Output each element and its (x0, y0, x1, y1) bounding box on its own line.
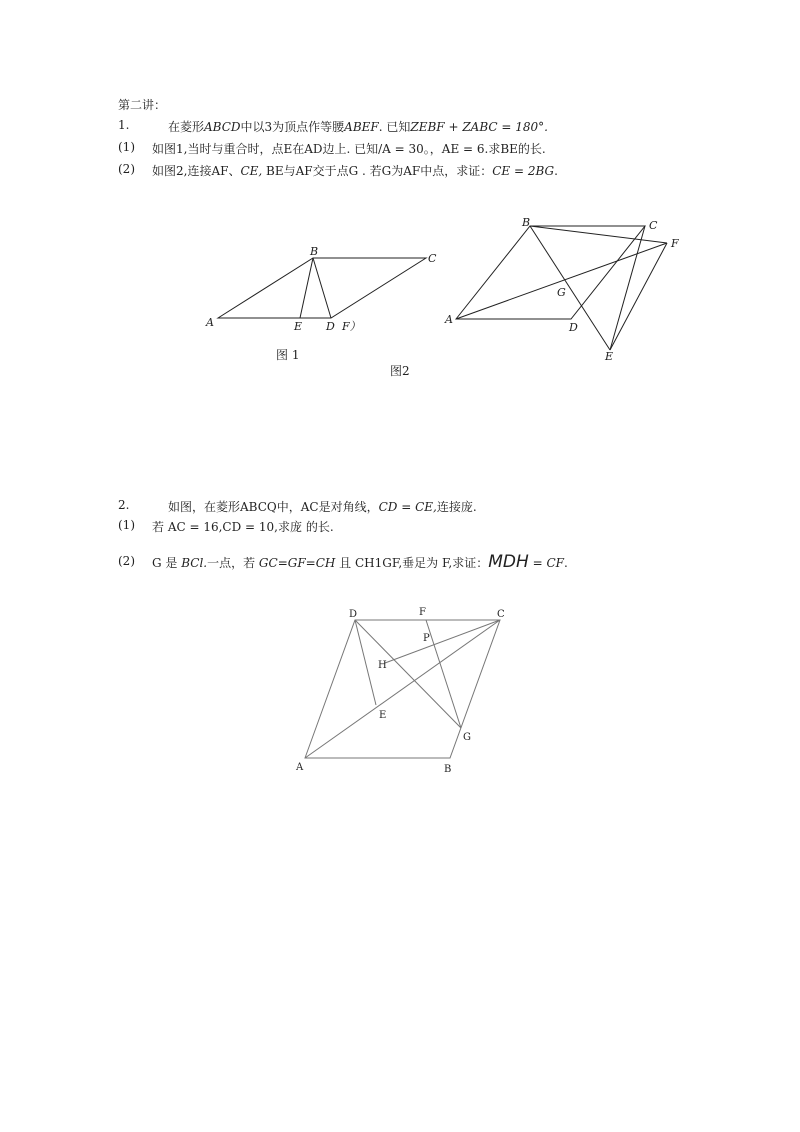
section-title: 第二讲： (118, 98, 167, 112)
problem1-part2-label: (2) (118, 162, 135, 176)
problem1-part1-text: 如图1,当时与重合时，点E在AD边上. 已知/A = 30。，AE = 6.求BE的长. (152, 142, 546, 156)
fig1-label-E: E (294, 320, 303, 333)
problem1-part1-label: (1) (118, 140, 135, 154)
fig3-line-DE (355, 620, 376, 705)
fig2-label-D: D (569, 321, 578, 334)
problem2-number: 2. (118, 498, 130, 512)
problem2-part2-text: G 是 BCl.一点，若 GC=GF=CH 且 CH1GF,垂足为 F,求证：MDH = CF. (152, 552, 568, 572)
fig2-label-C: C (649, 219, 658, 232)
problem2-stem: 如图，在菱形ABCQ中，AC是对角线，CD = CE,连接庞. (168, 500, 477, 514)
fig2-line-CE (610, 226, 645, 350)
fig1-label-B: B (310, 245, 319, 258)
fig1-line-BE (300, 258, 313, 318)
fig2-rhombus (456, 226, 645, 319)
problem2-part1-label: (1) (118, 518, 135, 532)
problem2-part1-text: 若 AC = 16,CD = 10,求庞 的长. (152, 520, 334, 534)
problem1-number: 1. (118, 118, 130, 132)
fig3-label-P: P (423, 633, 430, 644)
fig1-label-D: D (326, 320, 335, 333)
fig2-line-BF (530, 226, 667, 243)
fig2-label-A: A (445, 313, 453, 326)
fig3-label-A: A (296, 762, 304, 773)
fig3-label-B: B (444, 764, 452, 775)
fig3-label-C: C (497, 609, 505, 620)
fig1-label-F: F） (342, 320, 361, 333)
fig2-label-E: E (605, 350, 614, 363)
problem1-part2-text: 如图2,连接AF、CE, BE与AF交于点G . 若G为AF中点，求证：CE = 2BG. (152, 164, 558, 178)
fig2-label-F: F (671, 237, 679, 250)
figure1 (218, 258, 426, 318)
fig2-label-B: B (522, 216, 531, 229)
figure2-caption: 图2 (390, 364, 410, 378)
fig3-label-E: E (379, 710, 387, 721)
fig2-line-AF (456, 243, 667, 319)
figure1-caption: 图 1 (276, 348, 300, 362)
problem1-stem: 在菱形ABCD中以3为顶点作等腰ABEF. 已知ZEBF + ZABC = 180°. (168, 120, 548, 134)
fig1-label-A: A (206, 316, 214, 329)
fig1-label-C: C (428, 252, 437, 265)
fig3-label-F: F (419, 607, 426, 618)
fig2-label-G: G (557, 286, 566, 299)
problem2-part2-label: (2) (118, 554, 135, 568)
fig3-line-HC (385, 620, 500, 663)
fig1-line-BD (313, 258, 331, 318)
fig3-label-H: H (378, 660, 387, 671)
fig3-label-D: D (349, 609, 358, 620)
fig3-label-G: G (463, 732, 471, 743)
